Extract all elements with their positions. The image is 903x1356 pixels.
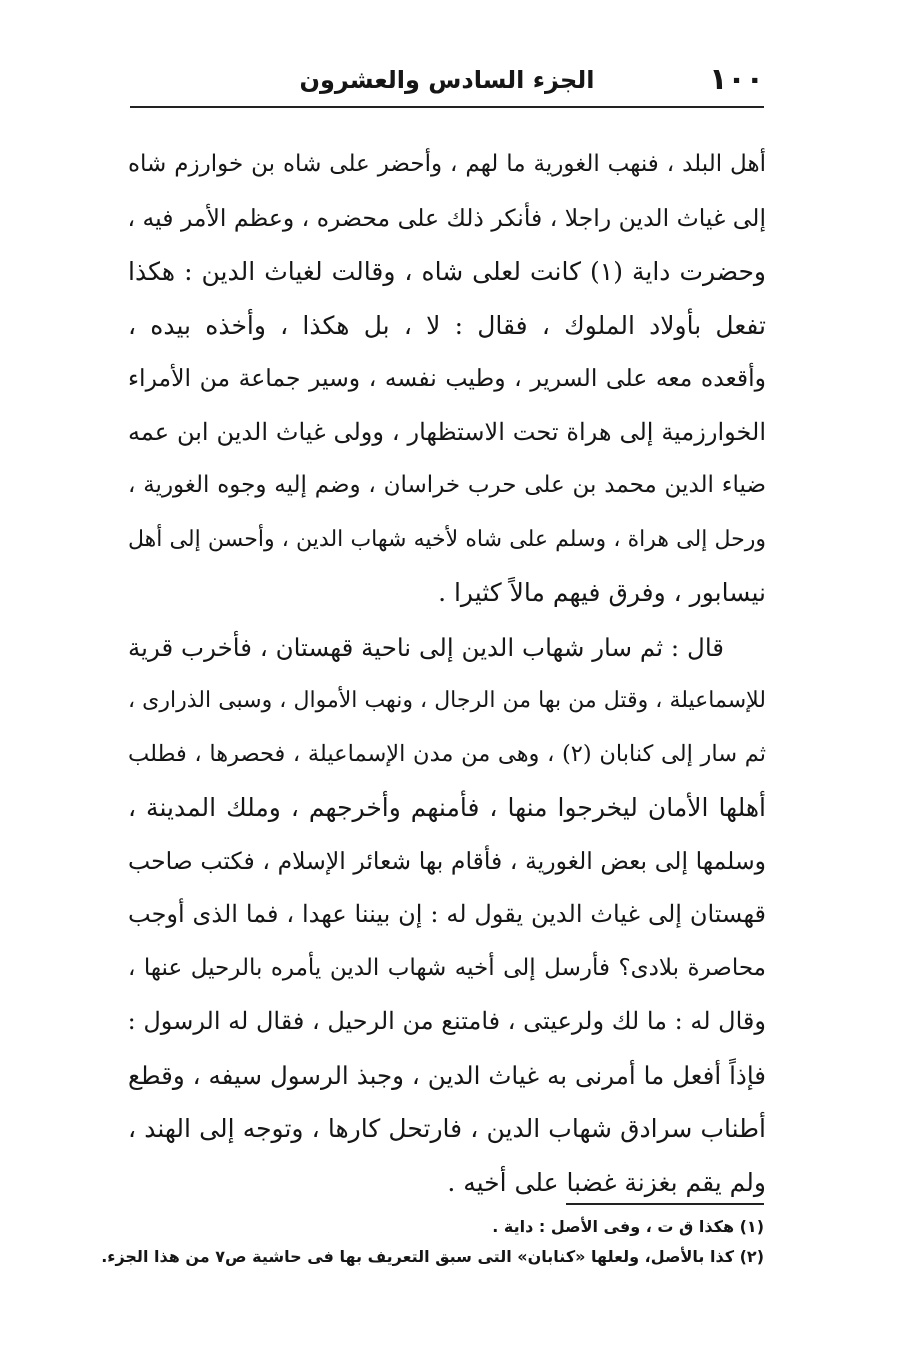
text-line: تفعل بأولاد الملوك ، فقال : لا ، بل هكذا ، وأخذه بيده ، <box>128 310 766 340</box>
text-line: أهل البلد ، فنهب الغورية ما لهم ، وأحضر على شاه بن خوارزم شاه <box>128 151 766 177</box>
text-line: وسلمها إلى بعض الغورية ، فأقام بها شعائر الإسلام ، فكتب صاحب <box>128 846 766 875</box>
footnote-2: (٢) كذا بالأصل، ولعلها «كنابان» التى سبق التعريف بها فى حاشية ص٧ من هذا الجزء. <box>101 1247 764 1266</box>
text-line: وحضرت داية (١) كانت لعلى شاه ، وقالت لغياث الدين : هكذا <box>128 257 766 286</box>
paragraph-1 <box>128 138 766 620</box>
text-line: وقال له : ما لك ولرعيتى ، فامتنع من الرحيل ، فقال له الرسول : <box>128 1007 766 1035</box>
text-line: أهلها الأمان ليخرجوا منها ، فأمنهم وأخرجهم ، وملك المدينة ، <box>128 793 766 822</box>
running-title: الجزء السادس والعشرون <box>299 66 595 94</box>
text-line: للإسماعيلة ، وقتل من بها من الرجال ، ونهب الأموال ، وسبى الذرارى ، <box>128 688 766 713</box>
text-line: إلى غياث الدين راجلا ، فأنكر ذلك على محضره ، وعظم الأمر فيه ، <box>128 203 766 232</box>
footnote-rule <box>566 1203 764 1205</box>
text-line: وأقعده معه على السرير ، وطيب نفسه ، وسير جماعة من الأمراء <box>128 364 766 392</box>
text-line: محاصرة بلادى؟ فأرسل إلى أخيه شهاب الدين يأمره بالرحيل عنها ، <box>128 954 766 981</box>
text-line: ثم سار إلى كنابان (٢) ، وهى من مدن الإسماعيلة ، فحصرها ، فطلب <box>128 740 766 767</box>
text-line: ولم يقم بغزنة غضبا على أخيه . <box>447 1167 766 1197</box>
text-line: الخوارزمية إلى هراة تحت الاستظهار ، وولى غياث الدين ابن عمه <box>128 417 766 446</box>
running-head <box>130 58 764 102</box>
text-line: ضياء الدين محمد بن على حرب خراسان ، وضم إليه وجوه الغورية ، <box>128 472 766 498</box>
text-line: قهستان إلى غياث الدين يقول له : إن بيننا عهدا ، فما الذى أوجب <box>128 900 766 928</box>
text-line: أطناب سرادق شهاب الدين ، فارتحل كارها ، وتوجه إلى الهند ، <box>128 1114 766 1143</box>
text-line: قال : ثم سار شهاب الدين إلى ناحية قهستان ، فأخرب قرية <box>128 632 724 662</box>
text-line: نيسابور ، وفرق فيهم مالاً كثيرا . <box>438 578 766 607</box>
text-line: ورحل إلى هراة ، وسلم على شاه لأخيه شهاب الدين ، وأحسن إلى أهل <box>128 526 766 552</box>
footnotes <box>100 1212 764 1272</box>
body-text <box>128 138 766 1209</box>
page-number: ١٠٠ <box>709 62 764 97</box>
text-line: فإذاً أفعل ما أمرنى به غياث الدين ، وجبذ الرسول سيفه ، وقطع <box>128 1060 766 1090</box>
header-rule <box>130 106 764 108</box>
footnote-1: (١) هكذا ق ت ، وفى الأصل : داية . <box>492 1217 764 1236</box>
paragraph-2 <box>128 621 766 1210</box>
